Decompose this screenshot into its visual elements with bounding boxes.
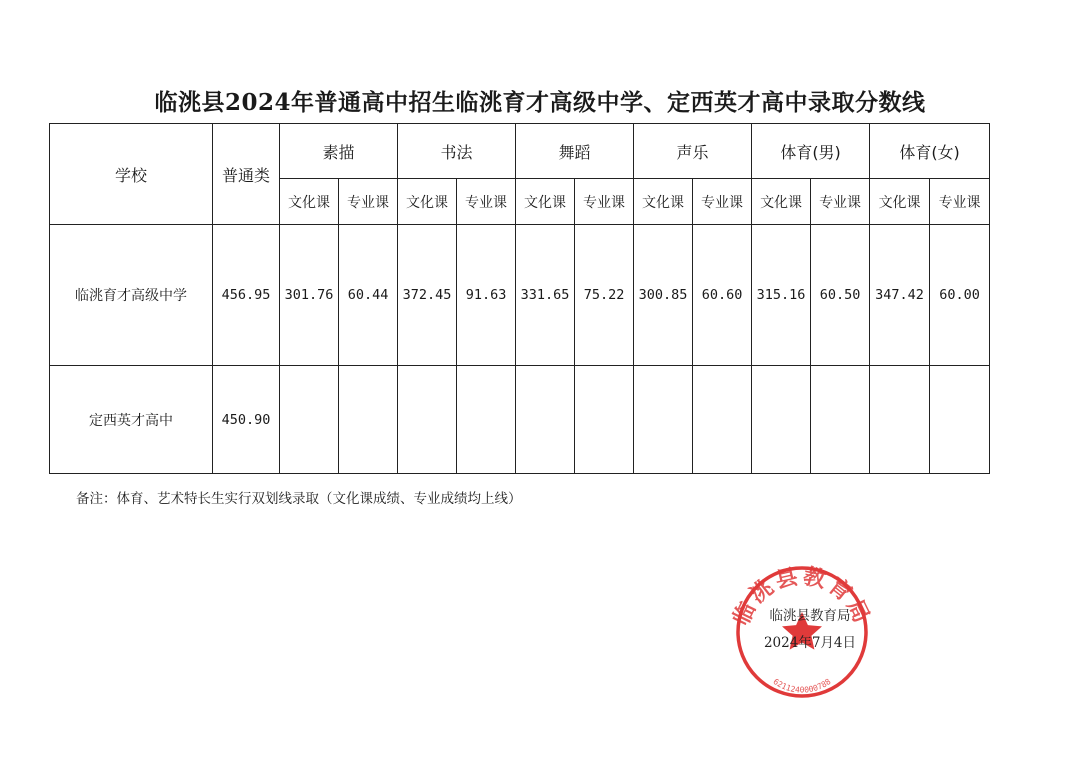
score-cell: 372.45 — [398, 225, 457, 366]
subheader-culture: 文化课 — [634, 179, 693, 225]
table-row — [50, 225, 990, 366]
subheader-major: 专业课 — [457, 179, 516, 225]
score-cell: 60.44 — [339, 225, 398, 366]
score-cell — [752, 366, 811, 474]
score-cell: 300.85 — [634, 225, 693, 366]
issue-date: 2024年7月4日 — [763, 635, 857, 651]
score-cell: 60.60 — [693, 225, 752, 366]
school-name: 临洮育才高级中学 — [50, 225, 213, 366]
admission-score-table — [49, 123, 990, 474]
header-pe-female: 体育(女) — [870, 124, 990, 179]
score-cell — [634, 366, 693, 474]
header-general: 普通类 — [213, 124, 280, 225]
school-name: 定西英才高中 — [50, 366, 213, 474]
subheader-culture: 文化课 — [516, 179, 575, 225]
score-cell: 331.65 — [516, 225, 575, 366]
score-cell: 60.50 — [811, 225, 870, 366]
seal-name-text: 临洮县教育局 — [728, 563, 876, 630]
header-vocal: 声乐 — [634, 124, 752, 179]
score-cell — [870, 366, 930, 474]
score-cell — [811, 366, 870, 474]
score-cell: 315.16 — [752, 225, 811, 366]
subheader-major: 专业课 — [339, 179, 398, 225]
general-score: 456.95 — [213, 225, 280, 366]
seal-code-text: 6211240000788 — [771, 676, 833, 695]
subheader-culture: 文化课 — [752, 179, 811, 225]
subheader-major: 专业课 — [693, 179, 752, 225]
score-cell — [575, 366, 634, 474]
issuer-name: 临洮县教育局 — [769, 608, 851, 624]
header-calligraphy: 书法 — [398, 124, 516, 179]
score-cell — [398, 366, 457, 474]
score-cell — [930, 366, 990, 474]
general-score: 450.90 — [213, 366, 280, 474]
score-cell: 347.42 — [870, 225, 930, 366]
subheader-culture: 文化课 — [870, 179, 930, 225]
official-seal — [722, 562, 882, 702]
score-cell — [457, 366, 516, 474]
table-row — [50, 366, 990, 474]
score-cell — [693, 366, 752, 474]
header-dance: 舞蹈 — [516, 124, 634, 179]
score-cell: 91.63 — [457, 225, 516, 366]
score-cell: 75.22 — [575, 225, 634, 366]
score-cell — [339, 366, 398, 474]
page-title: 临洮县2024年普通高中招生临洮育才高级中学、定西英才高中录取分数线 — [154, 89, 926, 116]
header-pe-male: 体育(男) — [752, 124, 870, 179]
header-sketch: 素描 — [280, 124, 398, 179]
subheader-major: 专业课 — [811, 179, 870, 225]
header-school: 学校 — [50, 124, 213, 225]
subheader-culture: 文化课 — [280, 179, 339, 225]
subheader-major: 专业课 — [930, 179, 990, 225]
score-cell — [516, 366, 575, 474]
subheader-culture: 文化课 — [398, 179, 457, 225]
subheader-major: 专业课 — [575, 179, 634, 225]
footnote: 备注：体育、艺术特长生实行双划线录取（文化课成绩、专业成绩均上线） — [76, 491, 522, 507]
score-cell — [280, 366, 339, 474]
score-cell: 301.76 — [280, 225, 339, 366]
score-cell: 60.00 — [930, 225, 990, 366]
